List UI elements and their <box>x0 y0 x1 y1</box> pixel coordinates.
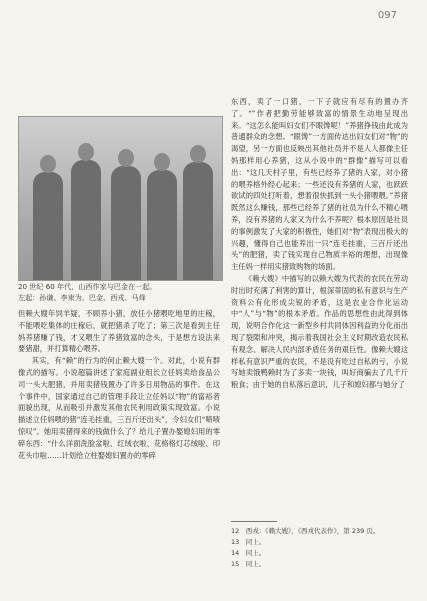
footnote-13: 13 同上。 <box>231 538 266 546</box>
historical-photo <box>18 116 223 281</box>
right-paragraph-1: 东西，卖了一口猪，一下子就应有尽有的置办齐了。“”作者把勤劳能够致富的情景生动地呈现出来。“这怎么能叫妇女们不眼馋呢！”养猪挣钱由此成为普通群众的念想。“眼馋”一方面传达出妇女们对“物”的渴望，另一方面也反映出其他社员并不是人人都像主任妈那样用心养猪，这从小说中的“群像”描写可以看出：“这几天村子里，有些已经养了猪的人家，对小猪的喂养格外经心起来；一些还没有养猪的人家，也跃跃欲试的四处打听着，想着很快抓到一头小猪喂喂。”养猪既然这么赚钱，那些已经养了猪的社员为什么不精心喂养，没有养猪的人家又为什么不养呢？根本原因是社员的事例激发了大家的积极性，她们对“物”表现出极大的兴趣，懂得自己也能养出一只“连毛挂重，三百斤还出头”的肥猪，卖了钱实现自己物质丰裕的理想，出现像主任妈一样用实猪致购物的场面。 <box>231 97 408 272</box>
left-column-text <box>18 308 220 461</box>
footnote-12: 12 西戎：《赖大嫂》，《西戎代表作》，第 239 页。 <box>231 527 380 535</box>
page-number: 097 <box>377 10 397 21</box>
right-column-text <box>231 96 408 391</box>
left-paragraph-1: 但赖大嫂年饲羊疑，不顾养小猪，放任小猪喂吃地里的庄稼，不能喂吃集体的庄稼后，就把猪杀了吃了；第三次是看到主任妈养猪赚了钱，才又喂生了养猪致富的念头，于是想方设法来要猪甜，并打算精心喂养。 <box>18 309 220 354</box>
caption-line-2: 左起：孙谦、李束为、巴金、西戎、马烽 <box>18 293 146 302</box>
footnote-divider <box>231 521 277 522</box>
photo-caption <box>18 281 224 303</box>
footnote-14: 14 同上。 <box>231 549 266 557</box>
right-paragraph-2: 《赖大嫂》中描写的以赖大嫂为代表的农民在劳动时出时充满了利害的算计，根深蒂固的私有意识与生产资料公有化形成尖锐的矛盾，这是农业合作化运动中“人”与“物”的根本矛盾。作品的思想性由此得到体现，说明合作化这一新型乡村共同体因利益的分化而出现了裂隙和冲突，揭示着我国社会主义时期改造农民私有观念、解决人民内部矛盾任务的艰巨性。像赖大嫂这样私有意识严重的农民，不是没有吃过自私的亏，小说写她卖饿鸭赖时为了多卖一块钱，叫好商骗去了几千斤粮食；由于她的自私落后意识，儿子和媳妇都与她分了 <box>231 273 408 390</box>
caption-line-1: 20 世纪 60 年代，山西作家与巴金在一起。 <box>18 282 157 291</box>
footnotes <box>231 526 407 570</box>
left-paragraph-2: 其实，有“赖”的行为的何止赖大嫂一个。对此，小说有群像式的描写。小说超篇讲述了家庭副业组长立任妈卖给食品公司一头大肥猪，并用卖猪钱置办了许多日用物品的事件。在这个事件中，国家通过自己的管理手段让立任妈以“物”的富裕者面貌出现，从而吸引并激发其他农民利用政策实现致富。小说描述立任妈喂的猪“连毛挂重，三百斤还出头”，令妇女们“啧啧惊叹”。她用卖猪得来的钱做什么了？给儿子置办娶媳妇用的零碎东西：“什么洋面洗脸盆啦、红绒衣啦、花格格灯芯绒啦、印花头巾啦……计划给立柱娶媳妇置办的零碎 <box>18 356 220 460</box>
footnote-15: 15 同上。 <box>231 560 266 568</box>
